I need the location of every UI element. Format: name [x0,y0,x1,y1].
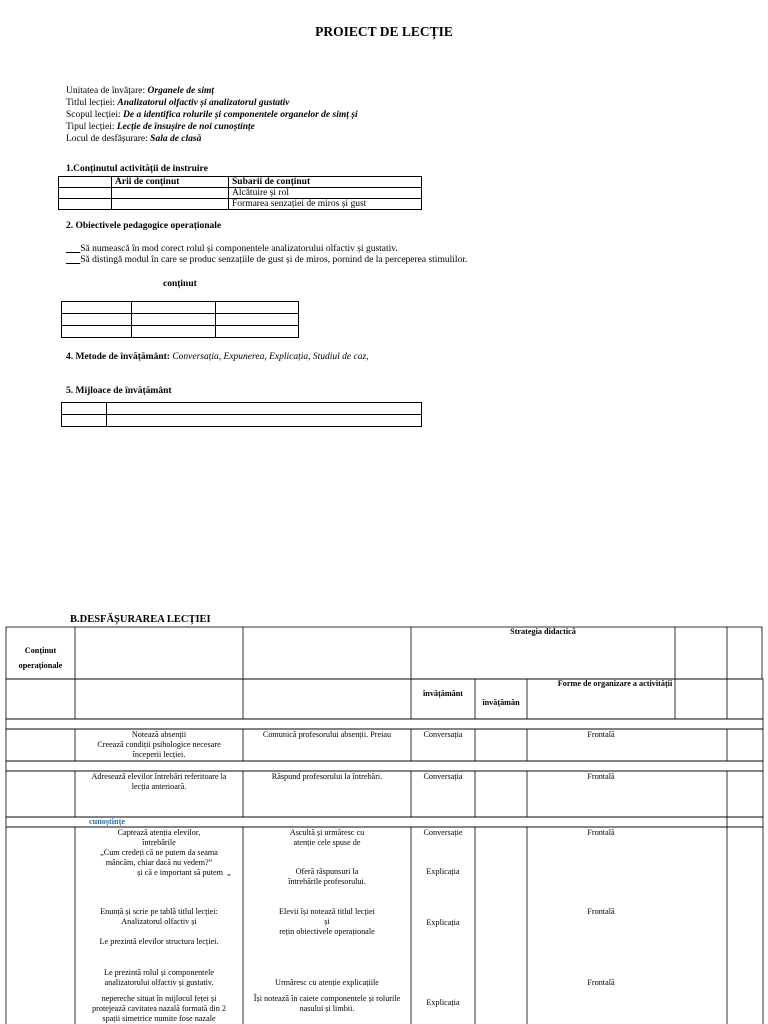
subarea-row-1: Alcătuire și rol [229,188,422,199]
sub-method-header: învățământ [422,689,464,698]
section1-heading: 1.Conținutul activității de instruire [66,164,208,174]
sub-forms-header: Forme de organizare a activității [557,679,673,688]
page-title: PROIECT DE LECȚIE [315,24,453,39]
row1-method: Conversația [423,730,463,739]
col-content-areas: Arii de conținut [112,177,229,188]
section3-label: conținut [163,279,197,289]
row3-teacher: Captează atenția elevilor, întrebările „Cum credeți că ne putem da seama mâncăm, chiar dacă nu vedem?” și că e important să putem „ [100,828,231,877]
row3-method-b: Explicația [426,867,460,876]
row3-form: Frontală [587,828,615,837]
row2-teacher: Adresează elevilor întrebări referitoare la lecția anterioară. [91,772,227,791]
sectionB-heading: B.DESFĂȘURAREA LECȚIEI [70,614,211,625]
row2-student: Răspund profesorului la întrebări. [271,772,383,781]
subarea-row-2: Formarea senzației de miros și gust [229,199,422,210]
row1-form: Frontală [587,730,615,739]
col-content-title: Conținut operaționale [18,646,63,670]
row1-teacher: Notează absenții Creează condiții psihologice necesare începerii lecției. [97,730,221,759]
row3-student-b: Oferă răspunsuri la întrebările profesorului. [288,867,366,886]
meta-unit: Unitatea de învățare: Organele de simț [66,86,215,96]
section5-heading: 5. Mijloace de învățământ [66,386,172,396]
row4-teacher: Enunță și scrie pe tablă titlul lecției: Analizatorul olfactiv și Le prezintă elevilor structura lecției. [99,907,219,946]
row3-method-a: Conversație [423,828,463,837]
row5-student: Urmăresc cu atenție explicațiile Își notează în caiete componentele și rolurile nasului și limbii. [253,978,401,1013]
sub-means-header: învățămân [482,698,520,707]
row5-form: Frontală [587,978,615,987]
strategy-header: Strategia didactică [510,627,576,636]
row2-form: Frontală [587,772,615,781]
row4-method: Explicația [426,918,460,927]
row5-teacher: Le prezintă rolul și componentele analizatorului olfactiv și gustativ. nepereche situat în mijlocul feței și protejează cavitatea nazală formată din 2 spații simetrice numite fose nazale [92,968,226,1023]
col-subareas: Subarii de conținut [229,177,422,188]
row1-student: Comunică profesorului absenții. Preiau [262,730,392,739]
objective-1: Să numească în mod corect rolul și componentele analizatorului olfactiv și gustativ. [80,244,398,254]
meta-place: Locul de desfășurare: Sala de clasă [66,134,202,144]
row5-method: Explicația [426,998,460,1007]
objective-2: Să distingă modul în care se produc senzațiile de gust și de miros, pornind de la perceperea stimulilor. [80,255,468,265]
meta-title: Titlul lecției: Analizatorul olfactiv și analizatorul gustativ [66,98,290,108]
row3-student-a: Ascultă și urmăresc cu atenție cele spuse de [289,828,365,847]
meta-scope: Scopul lecției: De a identifica rolurile și componentele organelor de simț și [66,110,358,120]
section4-methods: 4. Metode de învățământ: Conversația, Expunerea, Explicația, Studiul de caz, [66,352,369,362]
row2-method: Conversația [423,772,463,781]
meta-type: Tipul lecției: Lecție de însușire de noi cunoștințe [66,122,255,132]
section2-heading: 2. Obiectivele pedagogice operaționale [66,221,222,231]
row4-form: Frontală [587,907,615,916]
row4-student: Elevii își notează titlul lecției și rețin obiectivele operaționale [279,907,375,936]
row3-label: cunoștințe [89,817,125,826]
